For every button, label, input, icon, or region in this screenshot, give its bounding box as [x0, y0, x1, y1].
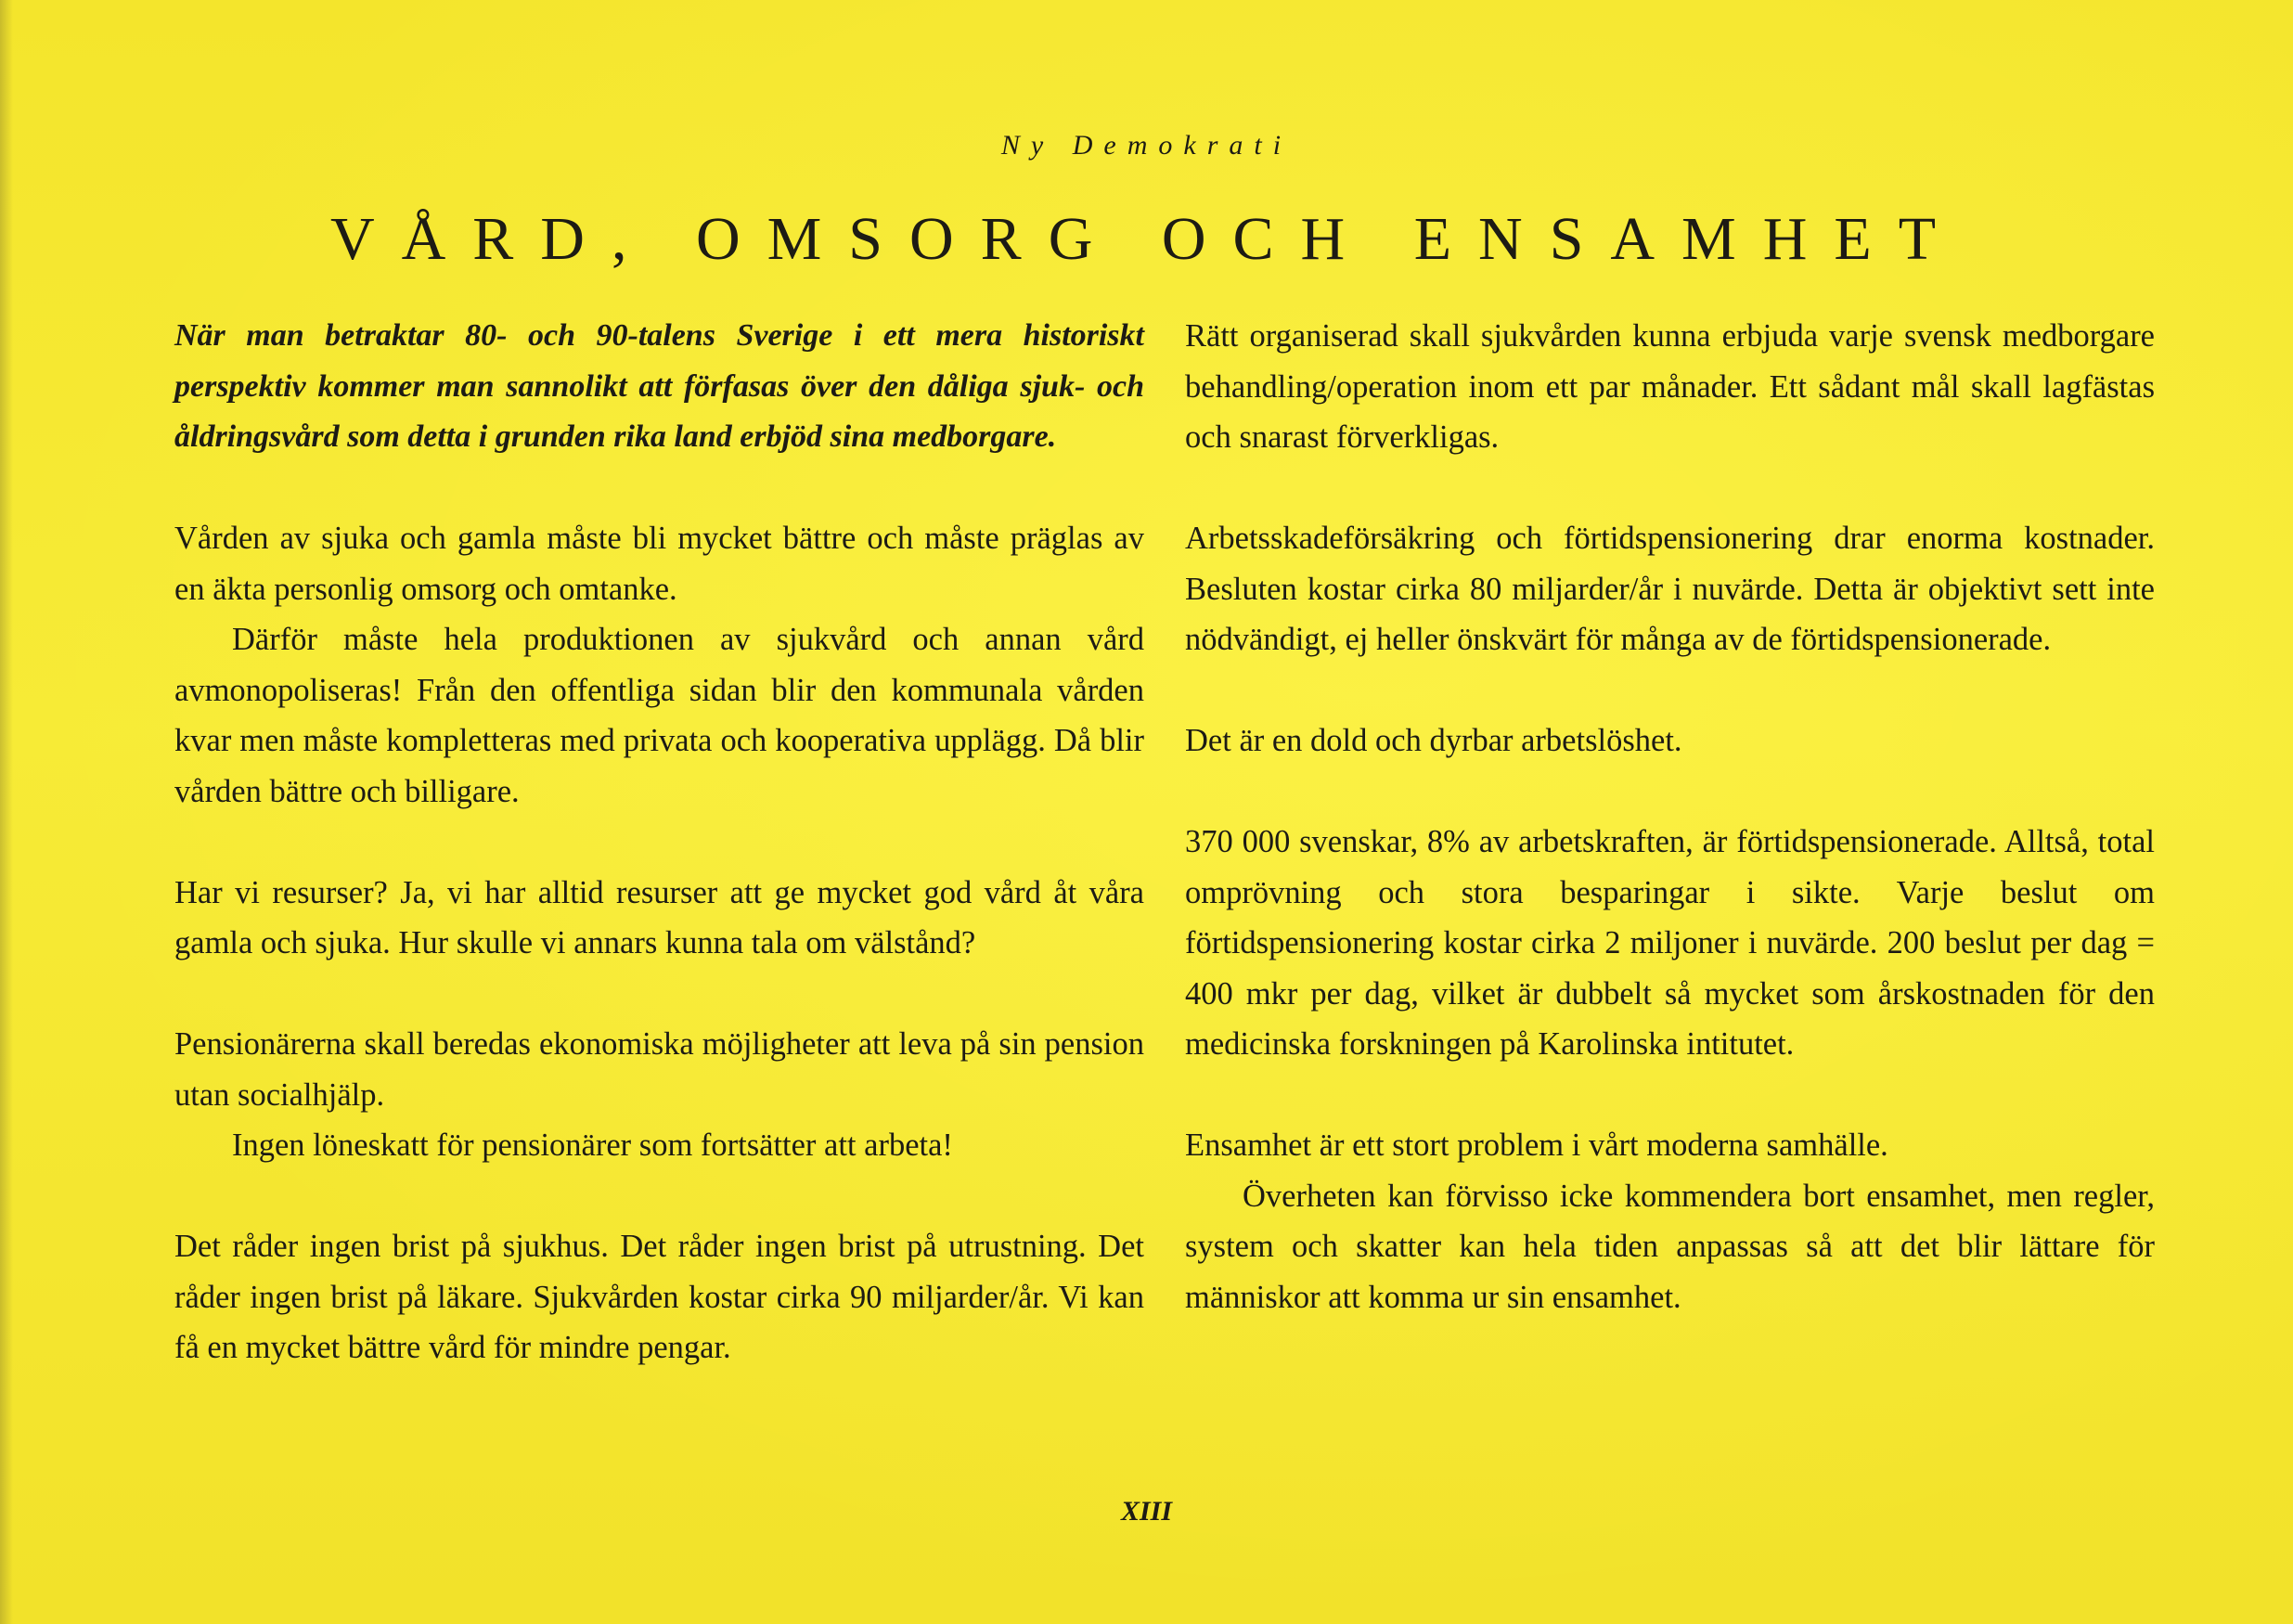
- paragraph: Överheten kan förvisso icke kommendera bort ensamhet, men regler, system och skatter kan hela tiden anpassas så att det blir lättare för människor att komma ur sin ensamhet.: [1185, 1178, 2155, 1315]
- paragraph: Ingen löneskatt för pensionärer som fortsätter att arbeta!: [232, 1128, 953, 1163]
- paragraph: Arbetsskadeförsäkring och förtidspensionering drar enorma kostnader. Besluten kostar cirka 80 miljarder/år i nuvärde. Detta är objektivt sett inte nödvändigt, ej heller önskvärt för många av de förtidspensionerade.: [1185, 521, 2155, 657]
- paragraph: Ensamhet är ett stort problem i vårt moderna samhälle.: [1185, 1128, 1888, 1163]
- paragraph: Pensionärerna skall beredas ekonomiska möjligheter att leva på sin pension utan socialhjälp.: [174, 1026, 1144, 1113]
- left-column: [174, 311, 1144, 1424]
- paragraph: Därför måste hela produktionen av sjukvård och annan vård avmonopoliseras! Från den offentliga sidan blir den kommunala vården kvar men måste kompletteras med privata och kooperativa upplägg. Då blir vården bättre och billigare.: [174, 622, 1144, 809]
- running-head: Ny Demokrati: [1000, 130, 1293, 161]
- right-column: [1185, 311, 2155, 1373]
- paragraph: Har vi resurser? Ja, vi har alltid resurser att ge mycket god vård åt våra gamla och sjuka. Hur skulle vi annars kunna tala om välstånd?: [174, 874, 1144, 960]
- paragraph: Rätt organiserad skall sjukvården kunna erbjuda varje svensk medborgare behandling/operation inom ett par månader. Ett sådant mål skall lagfästas och snarast förverkligas.: [1185, 318, 2155, 455]
- paragraph: Det är en dold och dyrbar arbetslöshet.: [1185, 723, 1682, 758]
- lead-paragraph: När man betraktar 80- och 90-talens Sverige i ett mera historiskt perspektiv kommer man sannolikt att förfasas över den dåliga sjuk- och åldringsvård som detta i grunden rika land erbjöd sina medborgare.: [174, 318, 1144, 454]
- paragraph: Vården av sjuka och gamla måste bli mycket bättre och måste präglas av en äkta personlig omsorg och omtanke.: [174, 521, 1144, 607]
- paragraph: Det råder ingen brist på sjukhus. Det råder ingen brist på utrustning. Det råder ingen brist på läkare. Sjukvården kostar cirka 90 miljarder/år. Vi kan få en mycket bättre vård för mindre pengar.: [174, 1229, 1144, 1365]
- page-title: VÅRD, OMSORG OCH ENSAMHET: [329, 205, 1964, 273]
- page-number: XIII: [1120, 1496, 1173, 1527]
- paragraph: 370 000 svenskar, 8% av arbetskraften, är förtidspensionerade. Alltså, total omprövning och stora besparingar i sikte. Varje beslut om förtidspensionering kostar cirka 2 miljoner i nuvärde. 200 beslut per dag = 400 mkr per dag, vilket är dubbelt så mycket som årskostnaden för den medicinska forskningen på Karolinska intitutet.: [1185, 824, 2155, 1062]
